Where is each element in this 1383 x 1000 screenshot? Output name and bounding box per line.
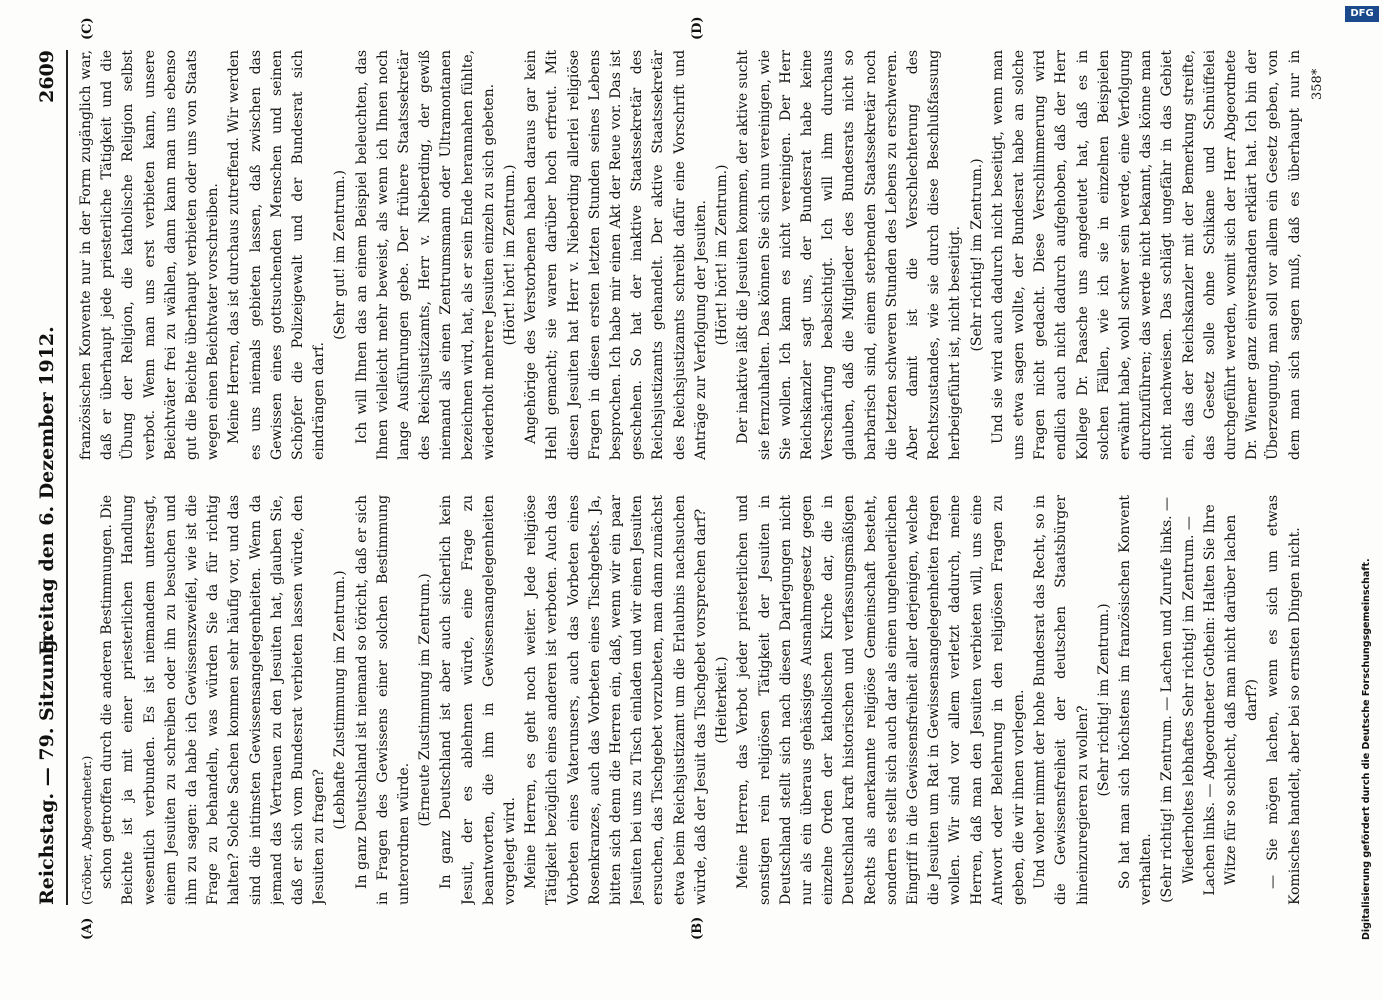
paragraph: Und sie wird auch dadurch nicht beseitigt, wenn man uns etwa sagen wollte, der Bundesrat habe an solche Fragen nicht gedacht. Diese Verschlimmerung wird endlich auch nicht dadurch aufgehoben, daß der Herr Kollege Dr. Paasche uns angedeutet hat, daß es in solchen Fällen, wie ich sie in einzelnen Beispielen erwähnt habe, wohl schwer sein werde, eine Verfolgung durchzuführen; das werde nicht bekannt, das könne man nicht nachweisen. Das schlägt ungefähr in das Gebiet ein, das der Reichskanzler mit der Bemerkung streifte, das Gesetz solle ohne Schikane und Schnüffelei durchgeführt werden, womit sich der Herr Abgeordnete Dr. Wiemer ganz einverstanden erklärt hat. Ich bin der Überzeugung, man soll vor allem ein Gesetz geben, von dem man sich sagen muß, daß es überhaupt nur in bbox=[989, 50, 1303, 460]
interjection: (Sehr gut! im Zentrum.) bbox=[332, 170, 349, 340]
interjection: (Hört! hört! im Zentrum.) bbox=[714, 164, 731, 346]
paragraph: In ganz Deutschland ist niemand so töricht, daß er sich in Fragen des Gewissens einer solchen Bestimmung unterordnen würde. bbox=[353, 495, 413, 905]
digitization-note: Digitalisierung gefördert durch die Deutsche Forschungsgemeinschaft. bbox=[1361, 558, 1372, 940]
left-column bbox=[76, 495, 1306, 905]
speaker-label: (Gröber, Abgeordneter.) bbox=[79, 755, 94, 905]
margin-letter-a: (A) bbox=[80, 917, 95, 940]
interjection: (Lebhafte Zustimmung im Zentrum.) bbox=[332, 570, 349, 830]
paragraph: — Sie mögen lachen, wenn es sich um etwas Komisches handelt, aber bei so ernsten Dingen nicht. bbox=[1265, 495, 1303, 905]
interjection: (Sehr richtig! im Zentrum.) bbox=[1095, 603, 1112, 797]
paragraph: schon getroffen durch die anderen Bestimmungen. Die Beichte ist ja mit einer priesterlichen Handlung wesentlich verbunden. Es ist niemandem untersagt, einem Jesuiten zu schreiben oder ihn zu besuchen und ihm zu sagen: da habe ich Gewissenszweifel, wie ist die Frage zu behandeln, was würden Sie da für richtig halten? Solche Sachen kommen sehr häufig vor, und das sind die intimsten Gewissensangelegenheiten. Wenn da jemand das Vertrauen zu den Jesuiten hat, glauben Sie, daß er sich vom Bundesrat verbieten lassen würde, den Jesuiten zu fragen? bbox=[99, 495, 328, 905]
paragraph: Ich will Ihnen das an einem Beispiel beleuchten, das Ihnen vielleicht mehr beweist, als wenn ich Ihnen noch lange Ausführungen gebe. Der frühere Staatssekretär des Reichsjustizamts, Herr v. Nieberding, der gewiß niemand als einen Zentrumsmann oder Ultramontanen bezeichnen wird, hat, als er sein Ende herannahen fühlte, wiederholt mehrere Jesuiten einzeln zu sich gebeten. bbox=[353, 50, 497, 460]
footer-page-mark: 358* bbox=[1310, 68, 1325, 100]
page-header bbox=[36, 50, 64, 905]
paragraph: französischen Konvente nur in der Form zugänglich war, daß er überhaupt jede priesterliche Tätigkeit und die Übung der Religion, die katholische Religion selbst verbot. Wenn man uns erst verbieten kann, unsere Beichtväter frei zu wählen, dann kann man uns ebenso gut die Beichte überhaupt verbieten oder uns von Staats wegen einen Beichtvater vorschreiben. bbox=[78, 50, 222, 460]
paragraph: Und woher nimmt der hohe Bundesrat das Recht, so in die Gewissensfreiheit der deutschen Staatsbürger hineinzuregieren zu wollen? bbox=[1032, 495, 1091, 905]
paragraph: In ganz Deutschland ist aber auch sicherlich kein Jesuit, der es ablehnen würde, eine Frage zu beantworten, die ihm in Gewissensangelegenheiten vorgelegt wird. bbox=[438, 495, 519, 905]
paragraph: So hat man sich höchstens im französischen Konvent verhalten. bbox=[1116, 495, 1155, 905]
header-session: Reichstag. — 79. Sitzung. bbox=[36, 632, 58, 905]
interjection: (Sehr richtig! im Zentrum.) bbox=[968, 158, 985, 352]
margin-letter-b: (B) bbox=[690, 916, 705, 940]
header-rule bbox=[66, 50, 68, 905]
interjection: (Sehr richtig! im Zentrum. — Lachen und Zurufe links. — Wiederholtes lebhaftes Sehr richtig! im Zentrum. — Lachen links. — Abgeordneter Gothein: Halten Sie Ihre Witze für so schlecht, daß man nicht darüber lachen darf?) bbox=[1159, 497, 1261, 903]
paragraph: Meine Herren, das ist durchaus zutreffend. Wir werden es uns niemals gebieten lassen, daß zwischen das Gewissen eines gottsuchenden Menschen und seinen Schöpfer die Polizeigewalt und der Bundesrat sich eindrängen darf. bbox=[226, 50, 328, 460]
paragraph: Angehörige des Verstorbenen haben daraus gar kein Hehl gemacht; sie waren darüber hoch erfreut. Mit diesen Jesuiten hat Herr v. Nieberding allerlei religiöse Fragen in diesen ersten letzten Stunden seines Lebens besprochen. Ich habe mir einen Akt der Reue vor. Das ist geschehen. So hat der inaktive Staatssekretär des Reichsjustizamts gehandelt. Der aktive Staatssekretär des Reichsjustizamts schreibt dafür eine Vorschrift und Anträge zur Verfolgung der Jesuiten. bbox=[523, 50, 709, 460]
paragraph: Der inaktive läßt die Jesuiten kommen, der aktive sucht sie fernzuhalten. Das können Sie sich nun vereinigen, wie Sie wollen. Ich kann es nicht vereinigen. Der Herr Reichskanzler sagt uns, der Bundesrat habe keine Verschärfung beabsichtigt. Ich will ihm durchaus glauben, daß die Mitglieder des Bundesrats nicht so barbarisch sind, einem sterbenden Staatssekretär noch die letzten schweren Stunden des Lebens zu erschweren. Aber damit ist die Verschlechterung des Rechtszustandes, wie sie durch diese Beschlußfassung herbeigeführt ist, nicht beseitigt. bbox=[735, 50, 964, 460]
margin-letter-c: (C) bbox=[80, 17, 95, 40]
paragraph: Meine Herren, es geht noch weiter. Jede religiöse Tätigkeit bezüglich eines anderen ist verboten. Auch das Vorbeten eines Vaterunsers, auch das Vorbeten eines Rosenkranzes, auch das Vorbeten eines Tischgebets. Ja, bitten sich denn die Herren ein, daß, wenn wir ein paar Jesuiten bei uns zu Tisch einladen und wir einen Jesuiten ersuchen, das Tischgebet vorzubeten, man dann zunächst etwa beim Reichsjustizamt um die Erlaubnis nachsuchen würde, daß der Jesuit das Tischgebet vorsprechen darf? bbox=[523, 495, 709, 905]
interjection: (Heiterkeit.) bbox=[714, 656, 731, 744]
paragraph: Meine Herren, das Verbot jeder priesterlichen und sonstigen rein religiösen Tätigkeit der Jesuiten in Deutschland stellt sich nach diesen Darlegungen nicht nur als ein überaus gehässiges Ausnahmegesetz gegen einzelne Orden der katholischen Kirche dar, die in Deutschland kraft historischen und verfassungsmäßigen Rechts als anerkannte religiöse Gemeinschaft besteht, sondern es stellt sich auch dar als einen ungeheuerlichen Eingriff in die Gewissensfreiheit aller derjenigen, welche die Jesuiten um Rat in Gewissensangelegenheiten fragen wollen. Wir sind vor allem verletzt dadurch, meine Herren, daß man den Jesuiten verbieten will, uns eine Antwort oder Belehrung in den religiösen Fragen zu geben, die wir ihnen vorlegen. bbox=[735, 495, 1027, 905]
interjection: (Hört! hört! im Zentrum.) bbox=[502, 164, 519, 346]
dfg-logo: DFG bbox=[1345, 6, 1379, 22]
margin-letter-d: (D) bbox=[690, 16, 705, 40]
interjection: (Erneute Zustimmung im Zentrum.) bbox=[417, 573, 434, 827]
header-page-number: 2609 bbox=[36, 50, 58, 103]
right-column bbox=[76, 50, 1306, 460]
header-date: Freitag den 6. Dezember 1912. bbox=[36, 326, 58, 655]
